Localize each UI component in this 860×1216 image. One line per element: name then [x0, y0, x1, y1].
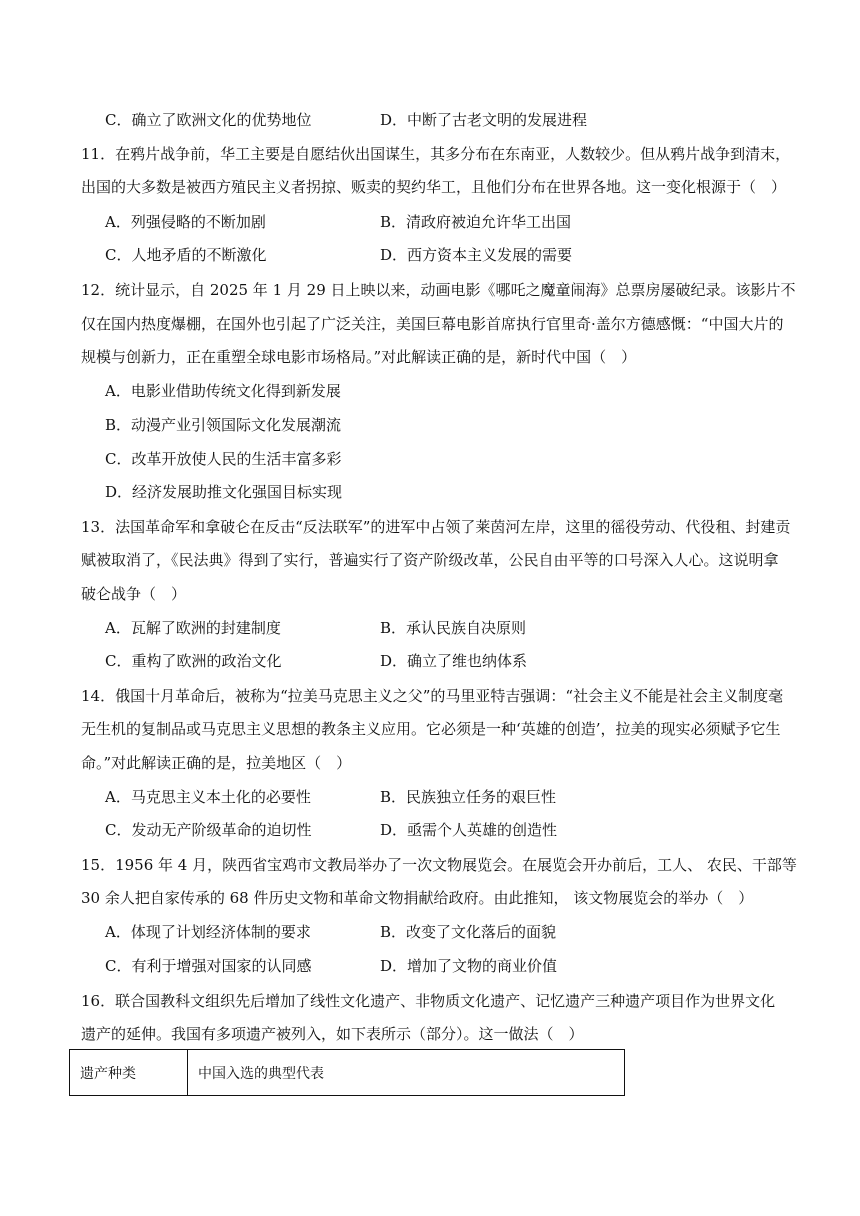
q12-option-a: A．电影业借助传统文化得到新发展 — [105, 382, 341, 400]
q16-stem-line-2: 遗产的延伸。我国有多项遗产被列入，如下表所示（部分）。这一做法（ ） — [81, 1025, 584, 1043]
table-header-representative: 中国入选的典型代表 — [188, 1050, 625, 1096]
q12-option-d: D．经济发展助推文化强国目标实现 — [105, 483, 343, 501]
q12-stem-line-2: 仅在国内热度爆棚，在国外也引起了广泛关注，美国巨幕电影首席执行官里奇·盖尔方德感慨：“中国大片的 — [81, 315, 784, 333]
q11-stem-line-1: 11．在鸦片战争前，华工主要是自愿结伙出国谋生，其多分布在东南亚，人数较少。但从鸦片战争到清末， — [81, 145, 791, 163]
q11-option-d: D．西方资本主义发展的需要 — [380, 246, 573, 264]
heritage-table — [69, 1049, 625, 1096]
q11-option-b: B．清政府被迫允许华工出国 — [380, 213, 572, 231]
q11-option-c: C．人地矛盾的不断激化 — [105, 246, 267, 264]
table-header-row — [70, 1050, 625, 1096]
q15-option-d: D．增加了文物的商业价值 — [380, 957, 558, 975]
q13-option-b: B．承认民族自决原则 — [380, 619, 527, 637]
q11-stem-line-2: 出国的大多数是被西方殖民主义者拐掠、贩卖的契约华工，且他们分布在世界各地。这一变化根源于（ ） — [81, 178, 787, 196]
q15-option-b: B．改变了文化落后的面貌 — [380, 923, 557, 941]
table-header-type: 遗产种类 — [70, 1050, 188, 1096]
q14-stem-line-2: 无生机的复制品或马克思主义思想的教条主义应用。它必须是一种‘英雄的创造’，拉美的现实必须赋予它生 — [81, 720, 781, 738]
q12-option-c: C．改革开放使人民的生活丰富多彩 — [105, 450, 342, 468]
q13-stem-line-1: 13．法国革命军和拿破仑在反击“反法联军”的进军中占领了莱茵河左岸，这里的徭役劳动、代役租、封建贡 — [81, 518, 791, 536]
q15-stem-line-2: 30 余人把自家传承的 68 件历史文物和革命文物捐献给政府。由此推知， 该文物展览会的举办（ ） — [81, 889, 754, 907]
q15-option-a: A．体现了计划经济体制的要求 — [105, 923, 311, 941]
q13-option-c: C．重构了欧洲的政治文化 — [105, 652, 282, 670]
q13-option-d: D．确立了维也纳体系 — [380, 652, 528, 670]
q12-option-b: B．动漫产业引领国际文化发展潮流 — [105, 416, 342, 434]
q14-stem-line-3: 命。”对此解读正确的是，拉美地区（ ） — [81, 754, 352, 772]
q13-stem-line-3: 破仑战争（ ） — [81, 585, 187, 603]
q14-option-d: D．亟需个人英雄的创造性 — [380, 821, 558, 839]
q16-stem-line-1: 16．联合国教科文组织先后增加了线性文化遗产、非物质文化遗产、记忆遗产三种遗产项目作为世界文化 — [81, 992, 776, 1010]
q11-option-a: A．列强侵略的不断加剧 — [105, 213, 266, 231]
q12-stem-line-1: 12．统计显示，自 2025 年 1 月 29 日上映以来，动画电影《哪吒之魔童闹海》总票房屡破纪录。该影片不 — [81, 281, 796, 299]
q14-option-b: B．民族独立任务的艰巨性 — [380, 788, 557, 806]
q12-stem-line-3: 规模与创新力，正在重塑全球电影市场格局。”对此解读正确的是，新时代中国（ ） — [81, 348, 637, 366]
q13-option-a: A．瓦解了欧洲的封建制度 — [105, 619, 281, 637]
q14-option-c: C．发动无产阶级革命的迫切性 — [105, 821, 312, 839]
q14-option-a: A．马克思主义本土化的必要性 — [105, 788, 311, 806]
q10-option-c: C．确立了欧洲文化的优势地位 — [105, 111, 312, 129]
q15-option-c: C．有利于增强对国家的认同感 — [105, 957, 312, 975]
q14-stem-line-1: 14．俄国十月革命后，被称为“拉美马克思主义之父”的马里亚特吉强调：“社会主义不能是社会主义制度毫 — [81, 687, 784, 705]
q10-option-d: D．中断了古老文明的发展进程 — [380, 111, 588, 129]
q13-stem-line-2: 赋被取消了，《民法典》得到了实行，普遍实行了资产阶级改革，公民自由平等的口号深入人心。这说明拿 — [81, 551, 779, 569]
q15-stem-line-1: 15．1956 年 4 月，陕西省宝鸡市文教局举办了一次文物展览会。在展览会开办前后，工人、 农民、干部等 — [81, 856, 797, 874]
